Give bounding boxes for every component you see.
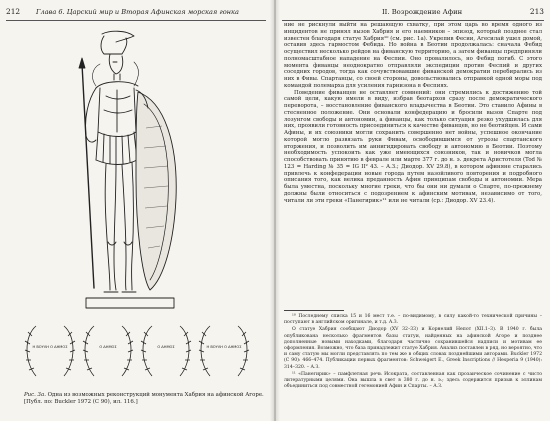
wreath-label-3: Ο ΔΗΜΟΣ xyxy=(157,345,175,349)
right-page-number: 213 xyxy=(529,7,544,16)
footnote-rule xyxy=(284,310,344,311)
right-page xyxy=(276,0,550,421)
wreath-label-2: Ο ΔΗΜΟΣ xyxy=(99,345,117,349)
footnote-3: ¹¹ «Панегирик» – памфлетная речь Исократа, составленная как прозаическое сочинение с чисто литературными целями. Она вышла в свет в 380 г. до н. э.; здесь содержится призыв к эллинам объединиться под совместной гегемонией Афин и Спарты. – А.З. xyxy=(284,371,542,390)
left-running-title: Глава 6. Царский мир и Вторая Афинская морская гонка xyxy=(36,8,239,16)
wreath-label-4: Η ΒΟΥΛΗ Ο ΔΗΜΟΣ xyxy=(206,345,242,349)
left-page-number: 212 xyxy=(6,7,21,16)
book-gutter xyxy=(270,0,280,421)
wreath-1 xyxy=(25,326,75,376)
footnotes xyxy=(284,310,542,391)
statue-figure xyxy=(70,28,190,323)
wreath-2 xyxy=(83,326,133,376)
figure-caption xyxy=(24,392,264,406)
footnote-1: ¹⁰ Последнему списка 15 и 16 мест т.е. – по-видимому, в силу какой-то технической причины – поступают в английском оригинале, и т.д. А.З. xyxy=(284,314,542,326)
left-page xyxy=(0,0,274,421)
wreath-4 xyxy=(199,326,249,376)
right-running-head xyxy=(282,6,544,21)
wreath-label-1: Η ΒΟΥΛΗ Ο ΔΗΜΟΣ xyxy=(32,345,68,349)
wreath-3 xyxy=(141,326,191,376)
caption-lead: Рис. 3а. xyxy=(24,392,46,398)
body-paragraph-1: ние не рискнули выйти на решающую схватку, при этом царь во время одного из инцидентов не принял вызов Хабрия и его наемников – эпизод, который позднее стал известен благодаря статуе Хабрия¹⁰ (см. рис. 1а). Укрепив Фесии, Агесилай ушел домой, оставив здесь гармостом Фебида. Но война в Беотии продолжалась: сначала Фебид осуществил несколько рейдов на фиванскую территорию, а затем фиванцы предприняли полномасштабное нападение на Феспии. Оно провалилось, но Фебид погиб. С этого момента фиванцы неоднократно отправляли экспедиции против Феспий и других соседних городов, тогда как сочувствовавшие фиванской демократии перебирались из них в Фивы. Спартанцы, со своей стороны, довольствовались отправкой одной моры под командой полемарха для усиления гарнизона в Феспиях. xyxy=(284,22,542,89)
right-running-title: II. Возрождение Афин xyxy=(382,8,463,16)
body-text xyxy=(284,22,542,204)
wreaths-figure xyxy=(14,318,262,386)
body-paragraph-2: Поведение фиванцев не оставляет сомнений: они стремились к достижению той самой цели, какую имели в виду, избрав беотархов сразу после демократического переворота, – восстановление фиванского владычества в Беотии. Это ставило Афины в стесненное положение. Они основали конфедерацию и бросили вызов Спарте под лозунгом свободы и автономии, а фиванцы, как только ситуация резко ухудшилась для них, проявили готовность присоединиться к качестве фиванцев, но не беотийцев. И сами Афины, и их союзники могли сохранить совершенно нет войны, успешное окончание которой могло развязать руки Фивам, освободившимся от угрозы спартанского вторжения, и позволить им аннигидировать свободу и автономию в Беотии. Поэтому необходимость успокоить как уже имеющихся союзников, так и новичков могла способствовать принятию в феврале или марте 377 г. до н. э. декрета Аристотеля (Tod № 123 = Harding № 35 = IG II² 43. – А.З.; Диодор. XV 29.8), в котором афиняне старались привлечь к конфедерации новые города путем назойливого повторения и подробного описания того, как велика преданность Афин принципам свободы и автономии. Мера была уместна, поскольку многие греки, что бы они ни думали о Спарте, по-прежнему должны были относиться с подозрением к афинским мотивам, независимо от того, читали ли эти греки «Панегирик»¹¹ или не читали (ср.: Диодор. XV 23.4). xyxy=(284,89,542,204)
footnote-2: О статуе Хабрия сообщают Диодор (XV 32–33) и Корнелий Непот (XII.1–3). В 1940 г. была опубликована несколько фрагментов базы статуи, найденных на афинской Агоре и позднее дополненные новыми находками, благодаря частично сохранившейся надписи и мотивам ее оформления. Возможно, что база принадлежит статуе Хабрия. Анализ поставлен в ряд, но вероятно, что и саму статую мы могли представлять по тем же в общих словах позднейшими авторами. Buckler 1972 (C 90): 466–474. Публикации первых фрагментов: Schweigert E., Greek Inscriptions // Hesperia 9 (1940): 314–320. – А.З. xyxy=(284,327,542,370)
left-running-head xyxy=(6,6,266,21)
caption-text: Одна из возможных реконструкций монумента Хабрия на афинской Агоре. [Публ. по: Buckler 1972 (C 90), ил. 116.] xyxy=(24,392,264,405)
